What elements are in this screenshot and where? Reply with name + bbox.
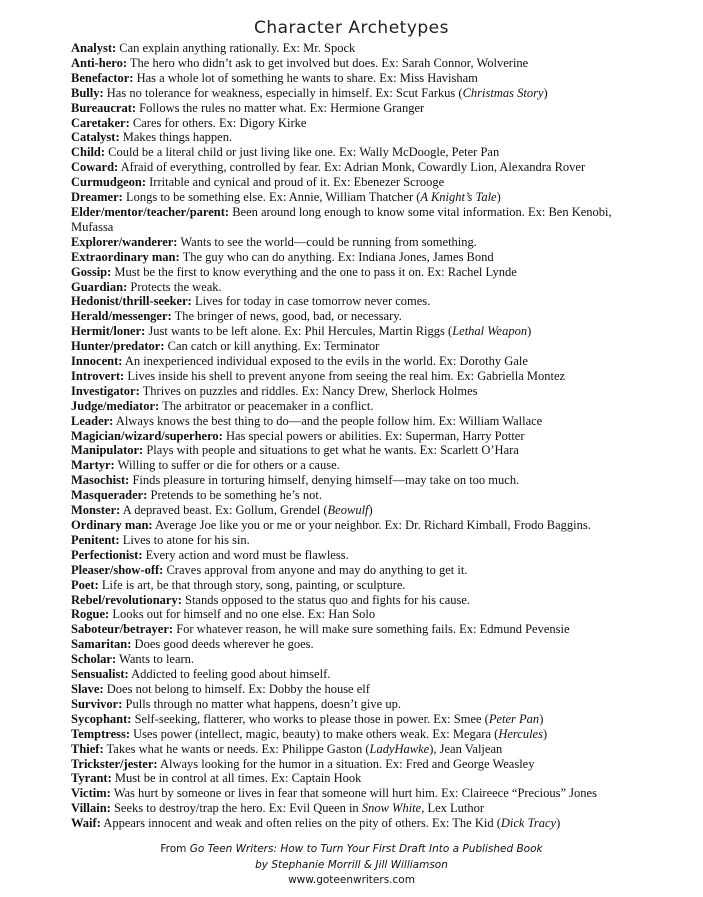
archetype-term: Perfectionist: (71, 547, 143, 562)
archetype-term: Benefactor: (71, 70, 134, 85)
archetype-description: Plays with people and situations to get what he wants. Ex: Scarlett O’Hara (146, 443, 519, 458)
archetype-entry (71, 801, 636, 816)
archetype-entry (71, 265, 636, 280)
archetype-entry (71, 488, 636, 503)
archetype-entry (71, 250, 636, 265)
archetype-entry (71, 473, 636, 488)
archetype-description: Was hurt by someone or lives in fear that someone will hurt him. Ex: Claireece “Precious” Jones (113, 786, 597, 801)
archetype-entry (71, 309, 636, 324)
archetype-entry (71, 682, 636, 697)
archetype-entry (71, 324, 636, 339)
archetype-entry (71, 369, 636, 384)
archetype-entry (71, 116, 636, 131)
archetype-entry (71, 563, 636, 578)
archetype-description: Seeks to destroy/trap the hero. Ex: Evil Queen in (113, 801, 362, 816)
archetype-description: Stands opposed to the status quo and fights for his cause. (185, 592, 471, 607)
archetype-description: Has no tolerance for weakness, especially in himself. Ex: Scut Farkus ( (106, 85, 463, 100)
archetype-description: ), Jean Valjean (429, 741, 503, 756)
archetype-term: Bully: (71, 85, 104, 100)
archetype-description: Uses power (intellect, magic, beauty) to make others weak. Ex: Megara ( (133, 726, 499, 741)
archetype-description: Can catch or kill anything. Ex: Terminator (167, 339, 380, 354)
archetype-entry (71, 339, 636, 354)
archetype-term: Masquerader: (71, 488, 148, 503)
archetype-term: Rebel/revolutionary: (71, 592, 182, 607)
archetype-term: Anti-hero: (71, 55, 128, 70)
archetype-description: Looks out for himself and no one else. Ex: Han Solo (112, 607, 376, 622)
archetype-description: Willing to suffer or die for others or a cause. (117, 458, 340, 473)
archetype-entry (71, 503, 636, 518)
archetype-term: Analyst: (71, 41, 117, 55)
archetype-description: Takes what he wants or needs. Ex: Philippe Gaston ( (106, 741, 370, 756)
archetype-description: Craves approval from anyone and may do anything to get it. (166, 562, 468, 577)
archetype-description: Appears innocent and weak and often relies on the pity of others. Ex: The Kid ( (103, 816, 501, 831)
archetype-entry (71, 816, 636, 831)
archetype-entry (71, 294, 636, 309)
book-title: Go Teen Writers: How to Turn Your First Draft Into a Published Book (189, 843, 543, 855)
archetype-term: Bureaucrat: (71, 100, 137, 115)
archetype-entry (71, 41, 636, 56)
archetype-description: The bringer of news, good, bad, or necessary. (174, 309, 402, 324)
archetype-description: Cares for others. Ex: Digory Kirke (132, 115, 307, 130)
archetype-term: Ordinary man: (71, 518, 153, 532)
archetype-description: ) (539, 711, 544, 726)
archetype-term: Magician/wizard/superhero: (71, 428, 223, 443)
archetype-entry (71, 742, 636, 757)
archetype-entry (71, 578, 636, 593)
archetype-entry (71, 622, 636, 637)
archetype-term: Catalyst: (71, 130, 120, 145)
archetype-description: Irritable and cynical and proud of it. Ex: Ebenezer Scrooge (149, 175, 445, 190)
archetype-entry (71, 71, 636, 86)
archetype-term: Sycophant: (71, 711, 132, 726)
archetype-term: Scholar: (71, 652, 117, 667)
archetype-entry (71, 101, 636, 116)
archetype-term: Curmudgeon: (71, 175, 147, 190)
archetype-entry (71, 86, 636, 101)
archetype-description: ) (527, 324, 532, 339)
archetype-description: A depraved beast. Ex: Gollum, Grendel ( (122, 503, 328, 518)
archetype-term: Victim: (71, 786, 111, 801)
archetype-entry (71, 727, 636, 742)
archetype-term: Investigator: (71, 383, 140, 398)
archetype-list (71, 41, 636, 831)
archetype-description: ) (556, 816, 561, 831)
archetype-entry (71, 548, 636, 563)
archetype-description: Always knows the best thing to do—and the people follow him. Ex: William Wallace (115, 413, 543, 428)
archetype-entry (71, 414, 636, 429)
work-title: Peter Pan (488, 711, 540, 726)
archetype-term: Poet: (71, 577, 99, 592)
website: www.goteenwriters.com (288, 874, 415, 886)
archetype-entry (71, 667, 636, 682)
archetype-description: The hero who didn’t ask to get involved but does. Ex: Sarah Connor, Wolverine (129, 55, 529, 70)
archetype-description: Every action and word must be flawless. (145, 547, 349, 562)
archetype-term: Child: (71, 145, 106, 160)
archetype-description: Pretends to be something he’s not. (150, 488, 323, 503)
archetype-description: Does good deeds wherever he goes. (134, 637, 314, 652)
archetype-description: Does not belong to himself. Ex: Dobby the house elf (106, 681, 370, 696)
source-credits (0, 842, 703, 889)
authors: by Stephanie Morrill & Jill Williamson (255, 858, 448, 871)
archetype-entry (71, 607, 636, 622)
archetype-description: Self-seeking, flatterer, who works to please those in power. Ex: Smee ( (134, 711, 489, 726)
archetype-description: Life is art, be that through story, song, painting, or sculpture. (101, 577, 406, 592)
archetype-term: Rogue: (71, 607, 110, 622)
archetype-description: Pulls through no matter what happens, doesn’t give up. (125, 696, 401, 711)
archetype-term: Gossip: (71, 264, 112, 279)
work-title: Beowulf (327, 503, 369, 518)
archetype-description: , Lex Luthor (421, 801, 485, 816)
archetype-term: Judge/mediator: (71, 398, 160, 413)
archetype-description: Thrives on puzzles and riddles. Ex: Nancy Drew, Sherlock Holmes (142, 383, 478, 398)
archetype-description: Lives to atone for his sin. (122, 532, 250, 547)
archetype-entry (71, 757, 636, 772)
archetype-term: Manipulator: (71, 443, 144, 458)
archetype-description: Wants to see the world—could be running from something. (180, 234, 477, 249)
archetype-description: Has a whole lot of something he wants to share. Ex: Miss Havisham (136, 70, 478, 85)
archetype-description: Could be a literal child or just living like one. Ex: Wally McDoogle, Peter Pan (108, 145, 500, 160)
archetype-entry (71, 354, 636, 369)
archetype-term: Explorer/wanderer: (71, 234, 178, 249)
archetype-term: Temptress: (71, 726, 131, 741)
work-title: Lethal Weapon (452, 324, 528, 339)
archetype-entry (71, 56, 636, 71)
archetype-description: ) (496, 190, 501, 205)
archetype-term: Dreamer: (71, 190, 123, 205)
archetype-description: Just wants to be left alone. Ex: Phil Hercules, Martin Riggs ( (148, 324, 453, 339)
archetype-term: Sensualist: (71, 667, 129, 682)
archetype-entry (71, 652, 636, 667)
archetype-term: Waif: (71, 816, 101, 831)
archetype-entry (71, 190, 636, 205)
work-title: Christmas Story (462, 85, 544, 100)
archetype-description: Protects the weak. (130, 279, 222, 294)
archetype-term: Martyr: (71, 458, 115, 473)
archetype-term: Saboteur/betrayer: (71, 622, 174, 637)
archetype-entry (71, 697, 636, 712)
archetype-description: Been around long enough to know some vital information. Ex: Ben Kenobi, Mufassa (71, 204, 612, 234)
archetype-description: ) (543, 85, 548, 100)
archetype-term: Pleaser/show-off: (71, 562, 164, 577)
page-title: Character Archetypes (254, 18, 449, 39)
archetype-entry (71, 130, 636, 145)
work-title: LadyHawke (369, 741, 430, 756)
archetype-description: Must be the first to know everything and the one to pass it on. Ex: Rachel Lynde (114, 264, 517, 279)
archetype-description: Average Joe like you or me or your neighbor. Ex: Dr. Richard Kimball, Frodo Baggins. (155, 518, 591, 532)
archetype-term: Extraordinary man: (71, 249, 180, 264)
archetype-term: Villain: (71, 801, 111, 816)
archetype-description: The arbitrator or peacemaker in a conflict. (162, 398, 374, 413)
credits-from-prefix: From (160, 843, 190, 855)
archetype-description: An inexperienced individual exposed to the evils in the world. Ex: Dorothy Gale (124, 354, 528, 369)
archetype-term: Coward: (71, 160, 119, 175)
archetype-term: Elder/mentor/teacher/parent: (71, 204, 230, 219)
archetype-description: Afraid of everything, controlled by fear. Ex: Adrian Monk, Cowardly Lion, Alexandra Rover (120, 160, 586, 175)
archetype-description: ) (368, 503, 373, 518)
archetype-term: Hunter/predator: (71, 339, 165, 354)
archetype-description: ) (542, 726, 548, 741)
archetype-term: Caretaker: (71, 115, 130, 130)
archetype-entry (71, 399, 636, 414)
archetype-description: Always looking for the humor in a situation. Ex: Fred and George Weasley (159, 756, 535, 771)
archetype-term: Slave: (71, 681, 104, 696)
archetype-entry (71, 712, 636, 727)
archetype-entry (71, 771, 636, 786)
archetype-entry (71, 518, 636, 533)
archetype-description: Follows the rules no matter what. Ex: Hermione Granger (139, 100, 425, 115)
archetype-term: Trickster/jester: (71, 756, 158, 771)
archetype-entry (71, 384, 636, 399)
archetype-entry (71, 533, 636, 548)
archetype-term: Monster: (71, 503, 121, 518)
archetype-entry (71, 429, 636, 444)
archetype-description: For whatever reason, he will make sure something fails. Ex: Edmund Pevensie (176, 622, 570, 637)
archetype-description: Has special powers or abilities. Ex: Superman, Harry Potter (225, 428, 525, 443)
archetype-term: Masochist: (71, 473, 130, 488)
archetype-term: Samaritan: (71, 637, 132, 652)
archetype-description: Finds pleasure in torturing himself, denying himself—may take on too much. (132, 473, 520, 488)
archetype-term: Leader: (71, 413, 114, 428)
archetype-entry (71, 235, 636, 250)
archetype-description: Must be in control at all times. Ex: Captain Hook (114, 771, 362, 786)
archetype-entry (71, 145, 636, 160)
archetype-term: Penitent: (71, 532, 120, 547)
archetype-term: Guardian: (71, 279, 128, 294)
archetype-entry (71, 786, 636, 801)
archetype-description: Wants to learn. (119, 652, 195, 667)
work-title: Snow White (361, 801, 422, 816)
archetype-entry (71, 175, 636, 190)
archetype-description: Can explain anything rationally. Ex: Mr. Spock (119, 41, 356, 55)
archetype-description: Lives for today in case tomorrow never comes. (194, 294, 431, 309)
archetype-term: Hermit/loner: (71, 324, 146, 339)
archetype-term: Tyrant: (71, 771, 112, 786)
work-title: A Knight’s Tale (420, 190, 497, 205)
work-title: Dick Tracy (500, 816, 557, 831)
credits-line-book (0, 842, 703, 858)
work-title: Hercules (498, 726, 543, 741)
archetype-entry (71, 458, 636, 473)
archetype-entry (71, 280, 636, 295)
archetype-entry (71, 443, 636, 458)
archetype-entry (71, 205, 636, 235)
archetype-entry (71, 637, 636, 652)
archetype-term: Introvert: (71, 368, 125, 383)
archetype-description: Lives inside his shell to prevent anyone from seeing the real him. Ex: Gabriella Montez (127, 368, 566, 383)
archetype-description: Addicted to feeling good about himself. (131, 667, 331, 682)
archetype-term: Innocent: (71, 354, 123, 369)
archetype-description: Longs to be something else. Ex: Annie, William Thatcher ( (125, 190, 421, 205)
archetype-term: Thief: (71, 741, 104, 756)
archetype-description: Makes things happen. (122, 130, 233, 145)
archetype-entry (71, 160, 636, 175)
archetype-description: The guy who can do anything. Ex: Indiana Jones, James Bond (182, 249, 494, 264)
archetype-term: Survivor: (71, 696, 123, 711)
archetype-term: Hedonist/thrill-seeker: (71, 294, 192, 309)
archetype-term: Herald/messenger: (71, 309, 172, 324)
archetype-entry (71, 593, 636, 608)
